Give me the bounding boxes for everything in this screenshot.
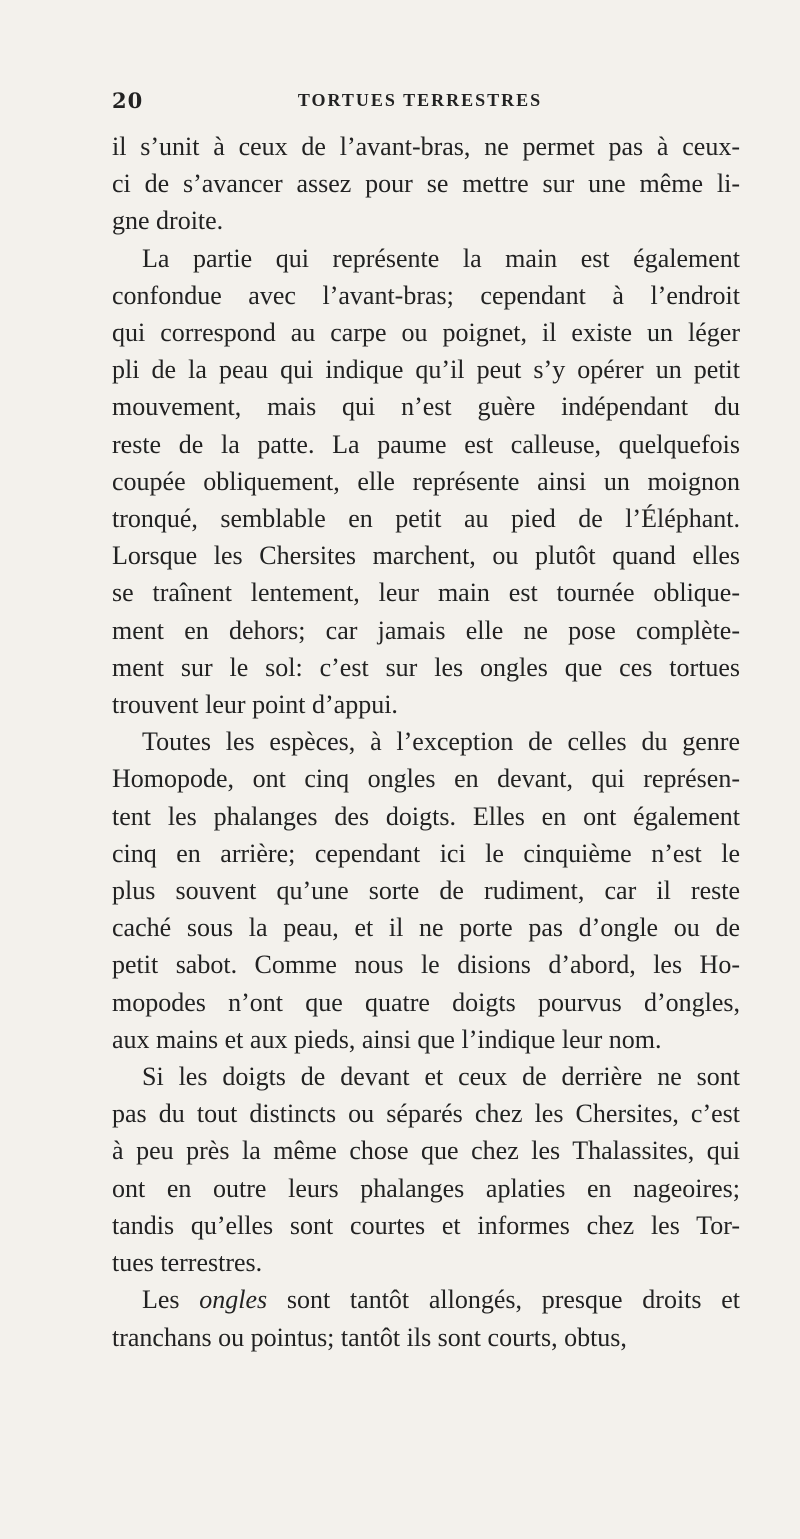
text-line: Homopode, ont cinq ongles en devant, qui représen- [112, 764, 740, 794]
running-title: TORTUES TERRESTRES [297, 90, 543, 110]
paragraph [112, 723, 740, 1058]
text-line: ci de s’avancer assez pour se mettre sur une même li- [112, 169, 740, 199]
text-line: petit sabot. Comme nous le disions d’abord, les Ho- [112, 950, 740, 980]
text-line: ment sur le sol: c’est sur les ongles que ces tortues [112, 652, 740, 682]
paragraph [112, 1281, 740, 1355]
text-line: caché sous la peau, et il ne porte pas d’ongle ou de [112, 913, 740, 943]
text-line: plus souvent qu’une sorte de rudiment, car il reste [112, 876, 740, 906]
text-line: pli de la peau qui indique qu’il peut s’y opérer un petit [112, 355, 740, 385]
page-header [112, 88, 728, 118]
body-text [112, 128, 740, 1356]
text-line: Toutes les espèces, à l’exception de celles du genre [142, 727, 740, 757]
paragraph [112, 1058, 740, 1281]
text-line: ment en dehors; car jamais elle ne pose complète- [112, 615, 740, 645]
text-line: gne droite. [112, 206, 224, 236]
page-number: 20 [112, 88, 144, 113]
text-line: mopodes n’ont que quatre doigts pourvus d’ongles, [112, 987, 740, 1017]
paragraph [112, 240, 740, 724]
text-line: tandis qu’elles sont courtes et informes chez les Tor- [112, 1210, 740, 1240]
paragraph [112, 128, 740, 240]
text-line: trouvent leur point d’appui. [112, 690, 398, 720]
text-line: tues terrestres. [112, 1248, 263, 1278]
text-line: ont en outre leurs phalanges aplaties en nageoires; [112, 1173, 740, 1203]
text-line: La partie qui représente la main est également [142, 243, 740, 273]
text-line: Les ongles sont tantôt allongés, presque droits et [142, 1285, 740, 1315]
text-line: tranchans ou pointus; tantôt ils sont courts, obtus, [112, 1322, 627, 1352]
text-line: pas du tout distincts ou séparés chez les Chersites, c’est [112, 1099, 740, 1129]
text-line: confondue avec l’avant-bras; cependant à l’endroit [112, 280, 740, 310]
text-line: tent les phalanges des doigts. Elles en ont également [112, 801, 740, 831]
text-line: il s’unit à ceux de l’avant-bras, ne permet pas à ceux- [112, 132, 740, 161]
text-line: cinq en arrière; cependant ici le cinquième n’est le [112, 838, 740, 868]
text-line: reste de la patte. La paume est calleuse, quelquefois [112, 429, 740, 459]
text-line: à peu près la même chose que chez les Thalassites, qui [112, 1136, 740, 1166]
text-line: mouvement, mais qui n’est guère indépendant du [112, 392, 740, 422]
text-line: Lorsque les Chersites marchent, ou plutôt quand elles [112, 541, 740, 571]
text-line: qui correspond au carpe ou poignet, il existe un léger [112, 318, 740, 348]
text-line: Si les doigts de devant et ceux de derrière ne sont [142, 1062, 740, 1092]
text-line: aux mains et aux pieds, ainsi que l’indique leur nom. [112, 1024, 662, 1054]
text-line: se traînent lentement, leur main est tournée oblique- [112, 578, 740, 608]
text-line: coupée obliquement, elle représente ainsi un moignon [112, 466, 740, 496]
text-line: tronqué, semblable en petit au pied de l’Éléphant. [112, 504, 740, 534]
